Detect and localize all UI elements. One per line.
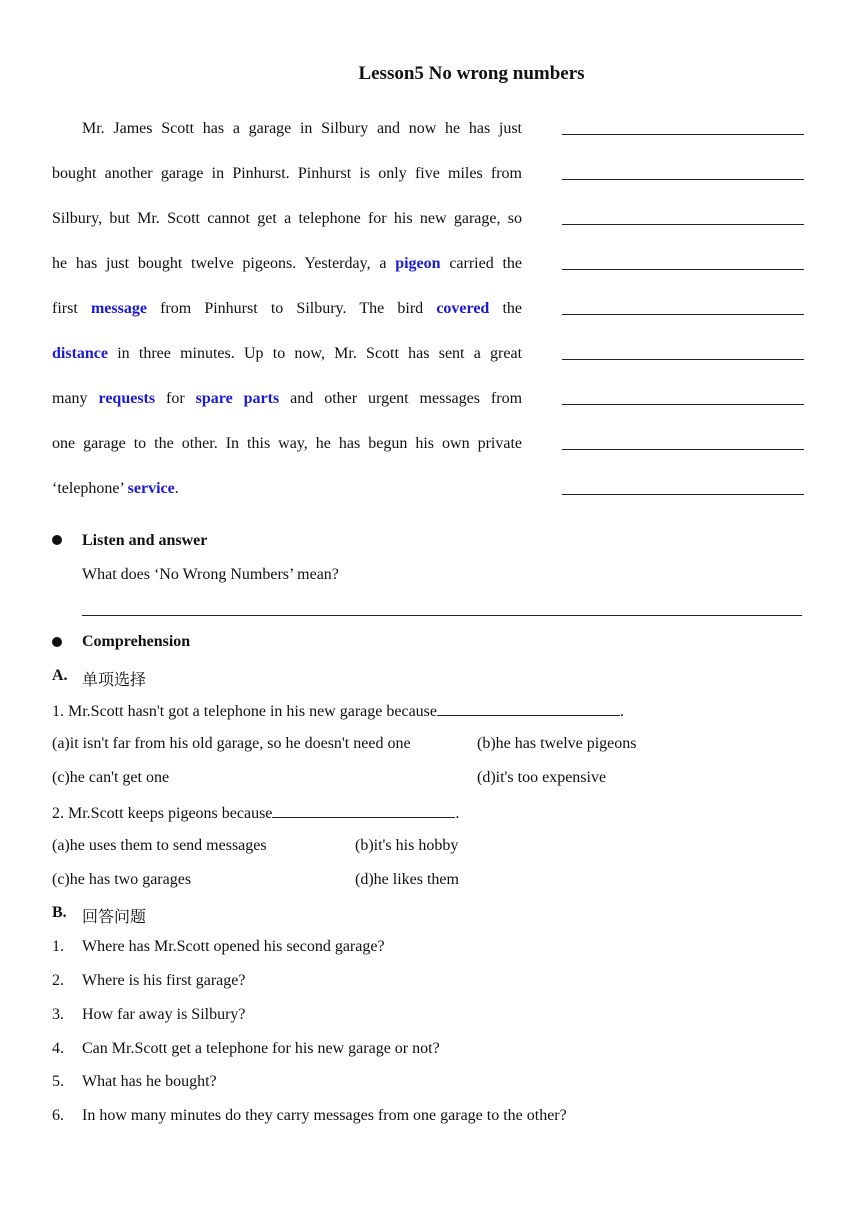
text-span: the [502,300,523,317]
q-number: 6. [52,1107,64,1124]
option-a[interactable]: (a)it isn't far from his old garage, so he doesn't need one [52,735,411,752]
reading-passage [52,106,522,511]
page-title: Lesson5 No wrong numbers [358,63,585,84]
part-a-title: 单项选择 [82,672,147,689]
keyword-pigeon: pigeon [395,255,441,272]
comprehension-heading: Comprehension [82,633,191,650]
keyword-requests: requests [98,390,156,407]
q-text: Can Mr.Scott get a telephone for his new garage or not? [82,1040,440,1057]
passage-line-5 [52,286,522,331]
question-1 [52,701,624,721]
text-span: first [52,300,78,317]
keyword-message: message [90,300,147,317]
answer-blank[interactable] [562,466,804,511]
keyword-service: service [127,480,175,497]
option-c[interactable]: (c)he can't get one [52,769,170,786]
period: . [455,805,460,822]
option-b[interactable]: (b)he has twelve pigeons [477,735,637,752]
q-number: 3. [52,1006,64,1023]
keyword-distance: distance [52,345,108,362]
answer-blank[interactable] [562,241,804,286]
answer-blanks [562,106,804,511]
q-text: In how many minutes do they carry messages from one garage to the other? [82,1107,567,1124]
passage-line-8: one garage to the other. In this way, he has begun his own private [52,435,522,452]
q-text: Where is his first garage? [82,972,246,989]
text-span: in three minutes. Up to now, Mr. Scott has sent a great [117,345,523,362]
answer-blank[interactable] [562,376,804,421]
option-d[interactable]: (d)it's too expensive [477,769,607,786]
fill-blank[interactable] [272,803,455,818]
listen-heading: Listen and answer [82,532,208,549]
q-number: 2. [52,972,64,989]
listen-question: What does ‘No Wrong Numbers’ mean? [82,566,339,583]
text-span: ‘telephone’ [52,480,124,497]
answer-blank[interactable] [562,196,804,241]
option-b[interactable]: (b)it's his hobby [355,837,459,854]
q-text: What has he bought? [82,1073,217,1090]
q-number: 4. [52,1040,64,1057]
keyword-spare-parts: spare parts [195,390,280,407]
part-a-label: A. [52,667,68,684]
passage-line-6 [52,331,522,376]
answer-blank[interactable] [562,331,804,376]
text-span: carried the [449,255,523,272]
passage-line-9 [52,466,522,511]
passage-line-7 [52,376,522,421]
fill-blank[interactable] [437,701,620,716]
text-span: from Pinhurst to Silbury. The bird [160,300,424,317]
question-text: 2. Mr.Scott keeps pigeons because [52,805,273,822]
answer-line[interactable] [82,615,802,616]
option-d[interactable]: (d)he likes them [355,871,459,888]
period: . [620,703,624,720]
answer-blank[interactable] [562,421,804,466]
answer-blank[interactable] [562,151,804,196]
answer-blank[interactable] [562,286,804,331]
passage-line-3: Silbury, but Mr. Scott cannot get a telephone for his new garage, so [52,210,522,227]
q-number: 5. [52,1073,64,1090]
bullet-icon [52,535,62,545]
part-b-label: B. [52,904,67,921]
question-text: 1. Mr.Scott hasn't got a telephone in his new garage because [52,703,437,720]
q-text: How far away is Silbury? [82,1006,246,1023]
passage-line-1: Mr. James Scott has a garage in Silbury and now he has just [82,120,522,137]
option-c[interactable]: (c)he has two garages [52,871,192,888]
text-span: and other urgent messages from [290,390,523,407]
passage-line-2: bought another garage in Pinhurst. Pinhurst is only five miles from [52,165,522,182]
bullet-icon [52,637,62,647]
option-a[interactable]: (a)he uses them to send messages [52,837,267,854]
answer-blank[interactable] [562,106,804,151]
text-span: he has just bought twelve pigeons. Yesterday, a [52,255,387,272]
part-b-title: 回答问题 [82,909,147,926]
keyword-covered: covered [436,300,490,317]
question-2 [52,803,459,823]
text-span: many [52,390,88,407]
text-span: . [174,480,179,497]
passage-line-4 [52,241,522,286]
q-number: 1. [52,938,64,955]
q-text: Where has Mr.Scott opened his second garage? [82,938,385,955]
text-span: for [166,390,185,407]
